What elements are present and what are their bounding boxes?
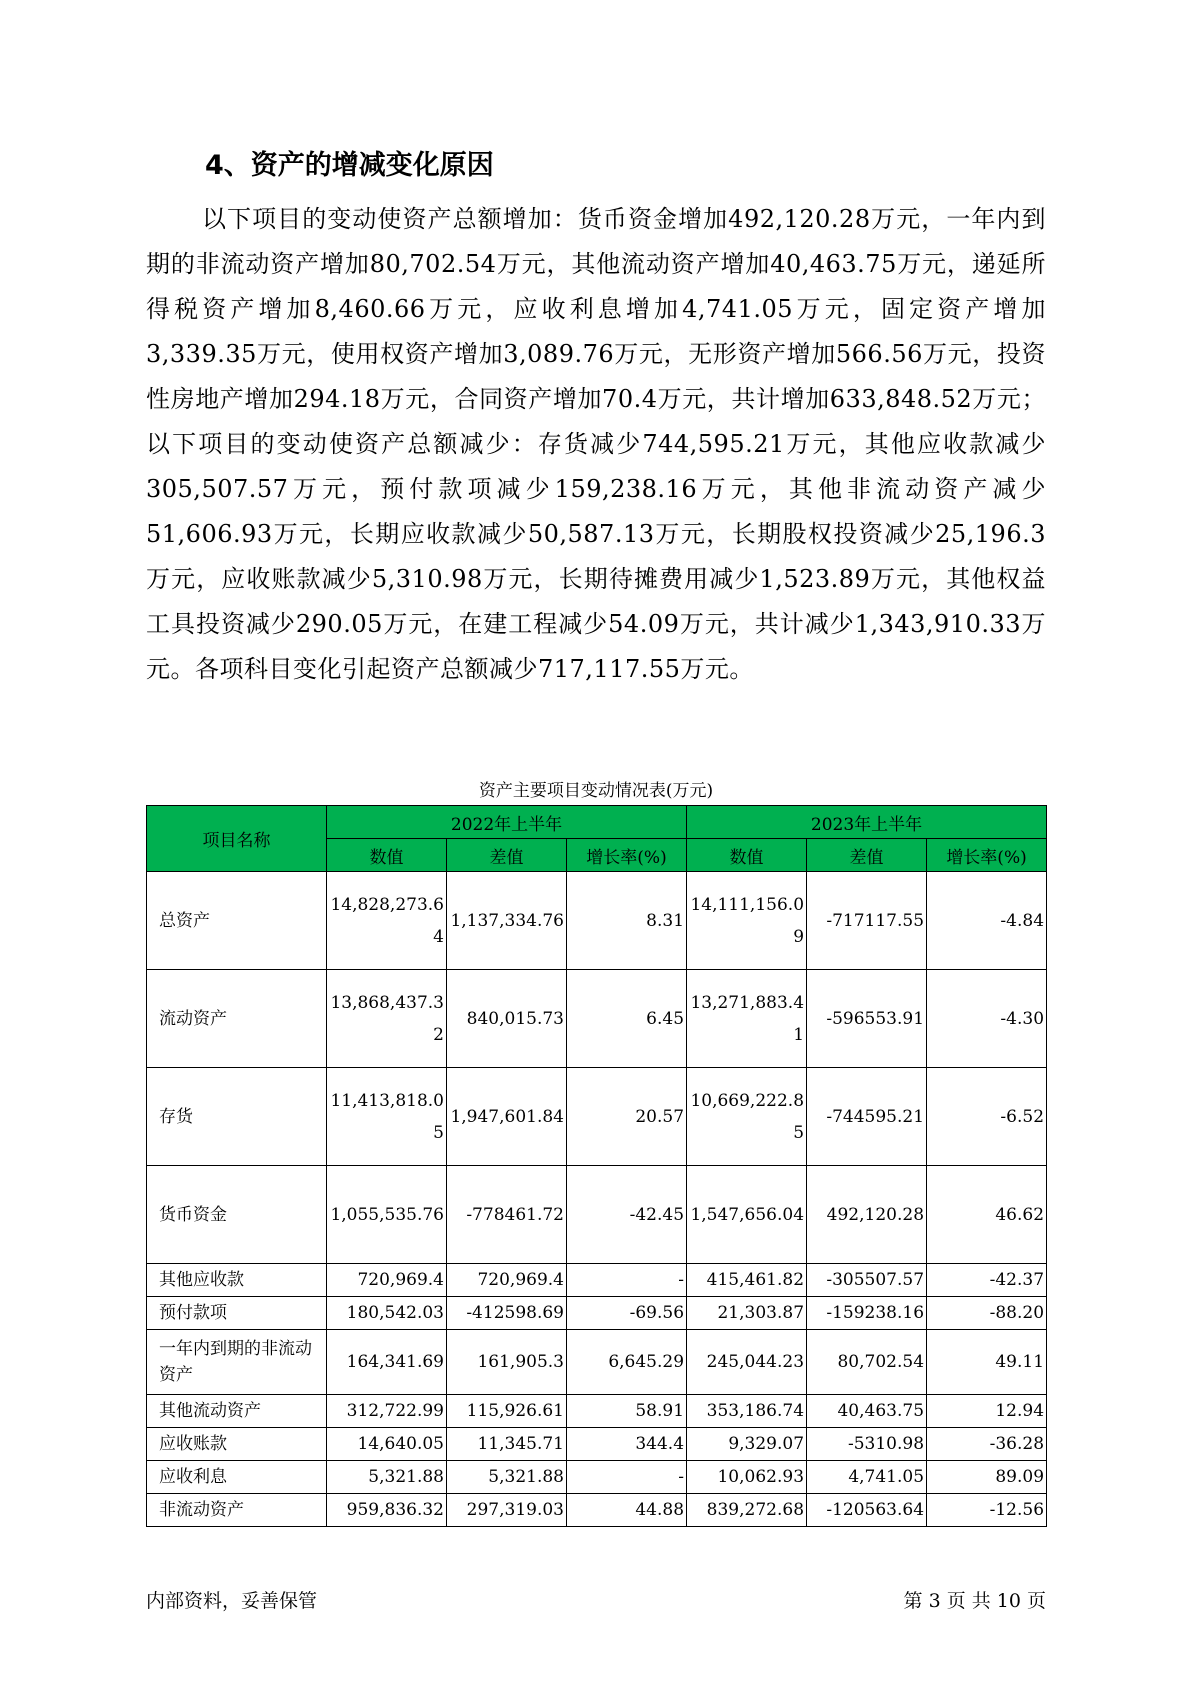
asset-change-table bbox=[146, 805, 1047, 1527]
footer-confidential-note: 内部资料，妥善保管 bbox=[146, 1590, 318, 1612]
value-2022: 13,868,437.32 bbox=[327, 970, 447, 1068]
table-row bbox=[147, 1330, 1047, 1395]
header-item-name: 项目名称 bbox=[147, 806, 327, 872]
row-name: 存货 bbox=[147, 1068, 327, 1166]
value-2023: 10,062.93 bbox=[687, 1461, 807, 1494]
diff-2023: 40,463.75 bbox=[807, 1395, 927, 1428]
value-2023: 10,669,222.85 bbox=[687, 1068, 807, 1166]
table-row bbox=[147, 1428, 1047, 1461]
row-name: 总资产 bbox=[147, 872, 327, 970]
table-row bbox=[147, 1395, 1047, 1428]
table-row bbox=[147, 1166, 1047, 1264]
value-2022: 312,722.99 bbox=[327, 1395, 447, 1428]
diff-2023: -5310.98 bbox=[807, 1428, 927, 1461]
header-period-2023: 2023年上半年 bbox=[687, 806, 1047, 839]
diff-2022: 720,969.4 bbox=[447, 1264, 567, 1297]
diff-2023: -305507.57 bbox=[807, 1264, 927, 1297]
value-2023: 839,272.68 bbox=[687, 1494, 807, 1527]
growth-2022: 6.45 bbox=[567, 970, 687, 1068]
row-name: 货币资金 bbox=[147, 1166, 327, 1264]
diff-2022: 840,015.73 bbox=[447, 970, 567, 1068]
diff-2023: 492,120.28 bbox=[807, 1166, 927, 1264]
value-2023: 353,186.74 bbox=[687, 1395, 807, 1428]
row-name: 非流动资产 bbox=[147, 1494, 327, 1527]
growth-2022: - bbox=[567, 1461, 687, 1494]
value-2023: 14,111,156.09 bbox=[687, 872, 807, 970]
value-2023: 1,547,656.04 bbox=[687, 1166, 807, 1264]
diff-2023: -159238.16 bbox=[807, 1297, 927, 1330]
growth-2023: 89.09 bbox=[927, 1461, 1047, 1494]
table-row bbox=[147, 1068, 1047, 1166]
header-diff-2023: 差值 bbox=[807, 839, 927, 872]
table-row bbox=[147, 1494, 1047, 1527]
diff-2022: 1,137,334.76 bbox=[447, 872, 567, 970]
row-name: 其他应收款 bbox=[147, 1264, 327, 1297]
diff-2022: 5,321.88 bbox=[447, 1461, 567, 1494]
value-2023: 13,271,883.41 bbox=[687, 970, 807, 1068]
growth-2023: 46.62 bbox=[927, 1166, 1047, 1264]
diff-2023: -120563.64 bbox=[807, 1494, 927, 1527]
growth-2022: 20.57 bbox=[567, 1068, 687, 1166]
value-2022: 720,969.4 bbox=[327, 1264, 447, 1297]
value-2023: 245,044.23 bbox=[687, 1330, 807, 1395]
row-name: 应收账款 bbox=[147, 1428, 327, 1461]
value-2022: 14,640.05 bbox=[327, 1428, 447, 1461]
table-row bbox=[147, 1264, 1047, 1297]
growth-2022: 344.4 bbox=[567, 1428, 687, 1461]
value-2022: 180,542.03 bbox=[327, 1297, 447, 1330]
table-row bbox=[147, 1297, 1047, 1330]
diff-2022: 297,319.03 bbox=[447, 1494, 567, 1527]
row-name: 流动资产 bbox=[147, 970, 327, 1068]
diff-2023: 4,741.05 bbox=[807, 1461, 927, 1494]
diff-2022: 1,947,601.84 bbox=[447, 1068, 567, 1166]
growth-2022: 44.88 bbox=[567, 1494, 687, 1527]
value-2022: 1,055,535.76 bbox=[327, 1166, 447, 1264]
header-period-2022: 2022年上半年 bbox=[327, 806, 687, 839]
growth-2023: 49.11 bbox=[927, 1330, 1047, 1395]
growth-2022: 8.31 bbox=[567, 872, 687, 970]
diff-2022: 11,345.71 bbox=[447, 1428, 567, 1461]
value-2022: 14,828,273.64 bbox=[327, 872, 447, 970]
section-title: 4、资产的增减变化原因 bbox=[205, 150, 494, 181]
growth-2023: 12.94 bbox=[927, 1395, 1047, 1428]
diff-2023: -744595.21 bbox=[807, 1068, 927, 1166]
growth-2023: -42.37 bbox=[927, 1264, 1047, 1297]
growth-2023: -4.30 bbox=[927, 970, 1047, 1068]
header-diff-2022: 差值 bbox=[447, 839, 567, 872]
diff-2023: -596553.91 bbox=[807, 970, 927, 1068]
growth-2023: -88.20 bbox=[927, 1297, 1047, 1330]
header-growth-2023: 增长率(%) bbox=[927, 839, 1047, 872]
table-row bbox=[147, 970, 1047, 1068]
row-name: 预付款项 bbox=[147, 1297, 327, 1330]
value-2023: 415,461.82 bbox=[687, 1264, 807, 1297]
value-2023: 9,329.07 bbox=[687, 1428, 807, 1461]
growth-2022: 6,645.29 bbox=[567, 1330, 687, 1395]
value-2022: 164,341.69 bbox=[327, 1330, 447, 1395]
header-value-2023: 数值 bbox=[687, 839, 807, 872]
value-2022: 5,321.88 bbox=[327, 1461, 447, 1494]
growth-2023: -36.28 bbox=[927, 1428, 1047, 1461]
footer-page-number: 第 3 页 共 10 页 bbox=[903, 1590, 1046, 1612]
diff-2023: -717117.55 bbox=[807, 872, 927, 970]
table-caption: 资产主要项目变动情况表(万元) bbox=[478, 781, 714, 801]
diff-2022: 115,926.61 bbox=[447, 1395, 567, 1428]
row-name: 一年内到期的非流动资产 bbox=[147, 1330, 327, 1395]
diff-2022: -412598.69 bbox=[447, 1297, 567, 1330]
growth-2023: -12.56 bbox=[927, 1494, 1047, 1527]
growth-2022: - bbox=[567, 1264, 687, 1297]
value-2022: 11,413,818.05 bbox=[327, 1068, 447, 1166]
growth-2023: -4.84 bbox=[927, 872, 1047, 970]
value-2023: 21,303.87 bbox=[687, 1297, 807, 1330]
header-value-2022: 数值 bbox=[327, 839, 447, 872]
table-row bbox=[147, 872, 1047, 970]
growth-2022: -42.45 bbox=[567, 1166, 687, 1264]
header-growth-2022: 增长率(%) bbox=[567, 839, 687, 872]
diff-2022: 161,905.3 bbox=[447, 1330, 567, 1395]
diff-2022: -778461.72 bbox=[447, 1166, 567, 1264]
table-row bbox=[147, 1461, 1047, 1494]
value-2022: 959,836.32 bbox=[327, 1494, 447, 1527]
row-name: 应收利息 bbox=[147, 1461, 327, 1494]
growth-2022: 58.91 bbox=[567, 1395, 687, 1428]
row-name: 其他流动资产 bbox=[147, 1395, 327, 1428]
growth-2022: -69.56 bbox=[567, 1297, 687, 1330]
diff-2023: 80,702.54 bbox=[807, 1330, 927, 1395]
growth-2023: -6.52 bbox=[927, 1068, 1047, 1166]
body-paragraph: 以下项目的变动使资产总额增加：货币资金增加492,120.28万元，一年内到期的非流动资产增加80,702.54万元，其他流动资产增加40,463.75万元，递延所得税资产增加8,460.66万元，应收利息增加4,741.05万元，固定资产增加3,339.35万元，使用权资产增加3,089.76万元，无形资产增加566.56万元，投资性房地产增加294.18万元，合同资产增加70.4万元，共计增加633,848.52万元；以下项目的变动使资产总额减少：存货减少744,595.21万元，其他应收款减少305,507.57万元，预付款项减少159,238.16万元，其他非流动资产减少51,606.93万元，长期应收款减少50,587.13万元，长期股权投资减少25,196.3万元，应收账款减少5,310.98万元，长期待摊费用减少1,523.89万元，其他权益工具投资减少290.05万元，在建工程减少54.09万元，共计减少1,343,910.33万元。各项科目变化引起资产总额减少717,117.55万元。 bbox=[146, 205, 1046, 683]
